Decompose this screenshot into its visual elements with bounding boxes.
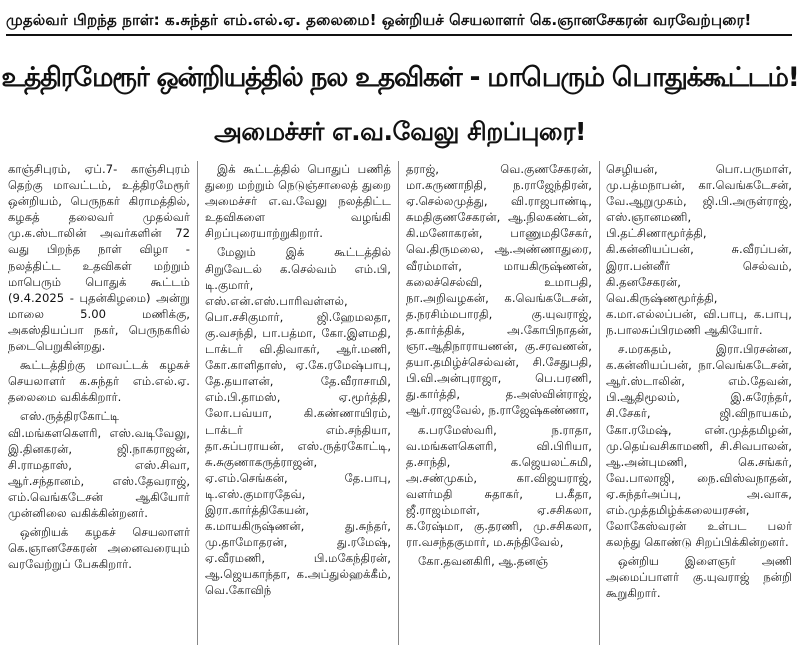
paragraph: கூட்டத்திற்கு மாவட்டக் கழகச் செயலாளர் க.சுந்தர் எம்.எல்.ஏ. தலைமை வகிக்கிறார். xyxy=(8,358,190,405)
headline: உத்திரமேரூர் ஒன்றியத்தில் நல உதவிகள் - மாபெரும் பொதுக்கூட்டம்! xyxy=(1,62,799,93)
paragraph: இக் கூட்டத்தில் பொதுப் பணித் துறை மற்றும் நெடுஞ்சாலைத் துறை அமைச்சர் எ.வ.வேலு நலத்திட்ட உதவிகளை வழங்கி சிறப்புரையாற்றுகிறார். xyxy=(205,162,391,241)
column-divider xyxy=(398,161,399,645)
paragraph: ச.மரகதம், இரா.பிரசன்ன, க.கன்னியப்பன், நா.வெங்கடேசன், ஆர்.ஸ்டாலின், எம்.தேவன், பி.ஆதிமூலம், இ.சுரேந்தர், சி.சேகர், ஜி.விநாயகம், கோ.ரமேஷ், என்.முத்தமிழன், மு.தெய்வசிகாமணி, சி.சிவபாலன், ஆ.அன்புமணி, கெ.சங்கர், வே.பாலாஜி, நை.விஸ்வநாதன், ஏ.சுந்தர்அப்பு, அ.வாசு, எம்.முத்தமிழ்க்கலையரசன், லோகேஸ்வரன் உள்பட பலர் கலந்து கொண்டு சிறப்பிக்கின்றனர். xyxy=(606,342,792,550)
paragraph: தராஜ், வெ.குணசேகரன், மா.கருணாநிதி, ந.ராஜேந்திரன், ஏ.செல்லமுத்து, வி.ராஜபாண்டி, சுமதிகுணசேகரன், ஆ.நிலகண்டன், கி.மனோகரன், பாணுமதிசேகர், வெ.திருமலை, ஆ.அண்ணாதுரை, வீரம்மாள், மாயகிருஷ்ணன், கலைச்செல்வி, உமாபதி, நா.அறிவழகன், க.வெங்கடேசன், த.நரசிம்மபாரதி, கு.யுவராஜ், த.கார்த்திக், அ.கோபிநாதன், ஞா.ஆதிநாராயணன், கு.சரவணன், தயா.தமிழ்ச்செல்வன், சி.சேதுபதி, பி.வி.அன்புராஜா, பெ.பரணி, து.கார்த்தி, த.அஸ்வின்ராஜ், ஆர்.ராஜவேல், ந.ராஜேஷ்கண்ணா, xyxy=(406,162,592,418)
article-body xyxy=(8,161,792,645)
paragraph: செழியன், பொ.பருமாள், மு.பத்மநாபன், கா.வெங்கடேசன், வே.ஆறுமுகம், ஜி.பி.அருள்ராஜ், எஸ்.ஞானமணி, பி.தட்சிணாமூர்த்தி, கி.கன்னியப்பன், சு.வீரப்பன், இரா.பன்னீர் செல்வம், கி.தனசேகரன், வெ.கிருஷ்ணமூர்த்தி, க.மா.எல்லப்பன், வி.பாபு, க.பாபு, ந.பாலசுப்பிரமணி ஆகியோர். xyxy=(606,162,792,337)
paragraph: மேலும் இக் கூட்டத்தில் சிறுவேடல் க.செல்வம் எம்.பி, டி.குமார், எஸ்.என்.எஸ்.பாரிவள்ளல், பொ.சசிகுமார், ஜி.ஹேமலதா, கு.வசந்தி, பா.பத்மா, கோ.இளமதி, டாக்டர் வி.திவாகர், ஆர்.மணி, கோ.காளிதாஸ், ஏ.கே.ரமேஷ்பாபு, தே.தயாளன், தே.வீராசாமி, எம்.பி.தாமஸ், ஏ.மூர்த்தி, லோ.பவ்யா, கி.கண்ணாயிரம், டாக்டர் எம்.சந்தியா, தா.சுப்பராயன், எஸ்.ருத்ரகோட்டி, சு.சுகுணாகருத்ராஜன், ஏ.எம்.செங்கன், தே.பாபு, டி.எஸ்.குமாரதேவ், இரா.கார்த்திகேயன், க.மாயகிருஷ்ணன், து.சுந்தர், மு.தாமோதரன், து.ரமேஷ், ஏ.வீரமணி, பி.மகேந்திரன், ஆ.ஜெயகாந்தா, க.அப்துல்ஹக்கீம், வெ.கோவிந் xyxy=(205,245,391,598)
paragraph: ஒன்றியக் கழகச் செயலாளர் கெ.ஞானசேகரன் அனைவரையும் வரவேற்றுப் பேசுகிறார். xyxy=(8,525,190,572)
subheadline: அமைச்சர் எ.வ.வேலு சிறப்புரை! xyxy=(214,117,586,146)
paragraph: ஒன்றிய இளைஞர் அணி அமைப்பாளர் கு.யுவராஜ் நன்றி கூறுகிறார். xyxy=(606,554,792,601)
paragraph: கோ.தவனகிரி, ஆ.தனஞ் xyxy=(418,554,549,569)
article-column-3 xyxy=(406,161,592,645)
article-column-2 xyxy=(205,161,391,645)
article-column-4 xyxy=(606,161,792,645)
paragraph: க.பரமேஸ்வரி, ந.ராதா, வ.மங்களகௌரி, வி.பிரியா, த.சாந்தி, க.ஜெயலட்சுமி, அ.சண்முகம், கா.விஜயராஜ், வளர்மதி சுதாகர், ப.கீதா, ஜீ.ராஜம்மாள், ஏ.சசிகலா, க.ரேஷ்மா, கு.தரணி, மு.சசிகலா, ரா.வசந்தகுமார், ம.சுந்திவேல், xyxy=(406,422,592,550)
paragraph-dateline: காஞ்சிபுரம், ஏப்.7- காஞ்சிபுரம் தெற்கு மாவட்டம், உத்திரமேரூர் ஒன்றியம், பெருநகர் கிராமத்தில், கழகத் தலைவர் முதல்வர் மு.க.ஸ்டாலின் அவர்களின் 72 வது பிறந்த நாள் விழா - நலத்திட்ட உதவிகள் மற்றும் மாபெரும் பொதுக் கூட்டம் (9.4.2025 - புதன்கிழமை) அன்று மாலை 5.00 மணிக்கு, அகஸ்தியப்பா நகர், பெருநகரில் நடைபெறுகின்றது. xyxy=(8,162,190,354)
kicker-line: முதல்வர் பிறந்த நாள்: க.சுந்தர் எம்.எல்.ஏ. தலைமை! ஒன்றியச் செயலாளர் கெ.ஞானசேகரன் வரவேற்புரை! xyxy=(6,6,792,36)
paragraph: எஸ்.ருத்திரகோட்டி வி.மங்களகௌரி, எஸ்.வடிவேலு, இ.தினகரன், ஜி.நாகராஜன், சி.ராமதாஸ், எஸ்.சிவா, ஆர்.சந்தானம், எஸ்.தேவராஜ், எம்.வெங்கடேசன் ஆகியோர் முன்னிலை வகிக்கின்றனர். xyxy=(8,409,190,520)
article-column-1 xyxy=(8,161,190,645)
column-divider xyxy=(197,161,198,645)
column-divider xyxy=(599,161,600,645)
